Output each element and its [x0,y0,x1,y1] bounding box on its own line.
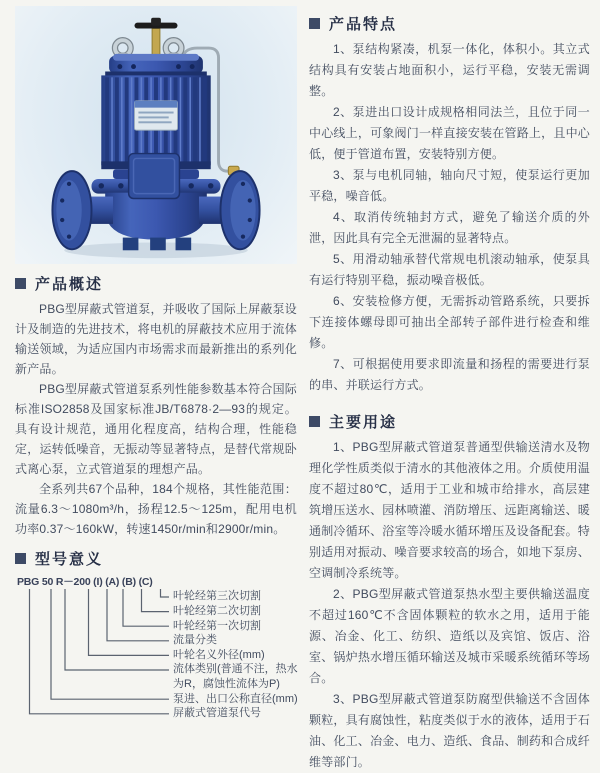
feature-item: 4、取消传统轴封方式，避免了输送介质的外泄，因此具有完全无泄漏的显著特点。 [309,210,590,245]
model-label: 流量分类 [173,634,217,646]
bullet-square-icon [15,278,26,289]
pump-feet [123,238,191,251]
discharge-flange [220,171,259,249]
model-label: 流体类别(普通不注，热水为R，腐蚀性流体为P) [173,663,298,690]
use-item: 3、PBG型屏蔽式管道泵防腐型供输送不含固体颗粒，具有腐蚀性，粘度类似于水的液体，适用于石油、化工、冶金、电力、造纸、食品、制药和合成纤维等部门。 [309,692,590,769]
use-item: 1、PBG型屏蔽式管道泵普通型供输送清水及物理化学性质类似于清水的其他液体之用。介质使用温度不超过80℃，适用于工业和城市给排水，高层建筑增压送水、园林喷灌、消防增压、远距离输送、暖通制冷循环、浴室等冷暖水循环增压及设备配套。特别适用对振动、噪音要求较高的场合，如地下泵房、空调制冷系统等。 [309,440,590,580]
section-title-features: 产品特点 [329,16,398,33]
section-heading-overview [15,273,297,294]
pump-photo [15,6,297,264]
model-meaning-diagram [15,574,297,724]
section-heading-uses [309,411,590,432]
section-title-uses: 主要用途 [329,414,398,431]
pump-illustration [16,7,296,263]
feature-item: 2、泵进出口设计成规格相同法兰，且位于同一中心线上，可象阀门一样直接安装在管路上，且中心低，便于管道布置，安装特别方便。 [309,105,590,161]
overview-paragraph: 全系列共67个品种，184个规格，其性能范围：流量6.3～1080m³/h，扬程12.5～125m，配用电机功率0.37～160kW，转速1450r/min和2900r/min。 [15,482,297,536]
section-title-overview: 产品概述 [35,276,104,293]
feature-item: 3、泵与电机同轴，轴向尺寸短，使泵运行更加平稳，噪音低。 [309,168,590,203]
right-column [309,6,590,769]
bullet-square-icon [309,416,320,427]
suction-flange [52,171,91,249]
feature-item: 5、用滑动轴承替代常规电机滚动轴承，使泵具有运行特别平稳，振动噪音极低。 [309,252,590,287]
section-heading-model [15,548,297,569]
model-label: 叶轮经第三次切割 [173,590,261,602]
motor-top-cap [105,54,207,78]
overview-paragraph: PBG型屏蔽式管道泵系列性能参数基本符合国际标准ISO2858及国家标准JB/T6878·2—93的规定。具有设计规范，通用化程度高，结构合理，性能稳定，运转低噪音，无振动等显著特点，是替代常规卧式离心泵，立式管道泵的理想产品。 [15,382,297,476]
section-title-model: 型号意义 [35,551,104,568]
bullet-square-icon [15,553,26,564]
feature-item: 7、可根据使用要求即流量和扬程的需要进行泵的串、并联运行方式。 [309,357,590,392]
nameplate [135,101,178,130]
section-heading-features [309,13,590,34]
left-column [15,6,298,719]
model-label: 泵进、出口公称直径(mm) [173,693,298,705]
bullet-square-icon [309,18,320,29]
model-label: 屏蔽式管道泵代号 [173,707,261,719]
model-label: 叶轮名义外径(mm) [173,649,265,661]
feature-item: 6、安装检修方便，无需拆动管路系统，只要拆下连接体螺母即可抽出全部转子部件进行检查和维修。 [309,294,590,350]
model-code: PBG 50 R－200 (I) (A) (B) (C) [17,576,153,588]
model-label: 叶轮经第一次切割 [173,620,261,632]
feature-item: 1、泵结构紧凑，机泵一体化，体积小。其立式结构具有安装占地面积小，运行平稳，安装无需调整。 [309,42,590,98]
use-item: 2、PBG型屏蔽式管道泵热水型主要供输送温度不超过160℃不含固体颗粒的软水之用，适用于能源、冶金、化工、纺织、造纸以及宾馆、饭店、浴室、锅炉热水增压循环输送及城市采暖系统循环等场合。 [309,587,590,685]
terminal-box [129,154,180,199]
overview-paragraph: PBG型屏蔽式管道泵，并吸收了国际上屏蔽泵设计及制造的先进技术，将电机的屏蔽技术应用于流体输送领域，为适应国内市场需求而最新推出的系列化新产品。 [15,302,297,376]
model-label: 叶轮经第二次切割 [173,605,261,617]
